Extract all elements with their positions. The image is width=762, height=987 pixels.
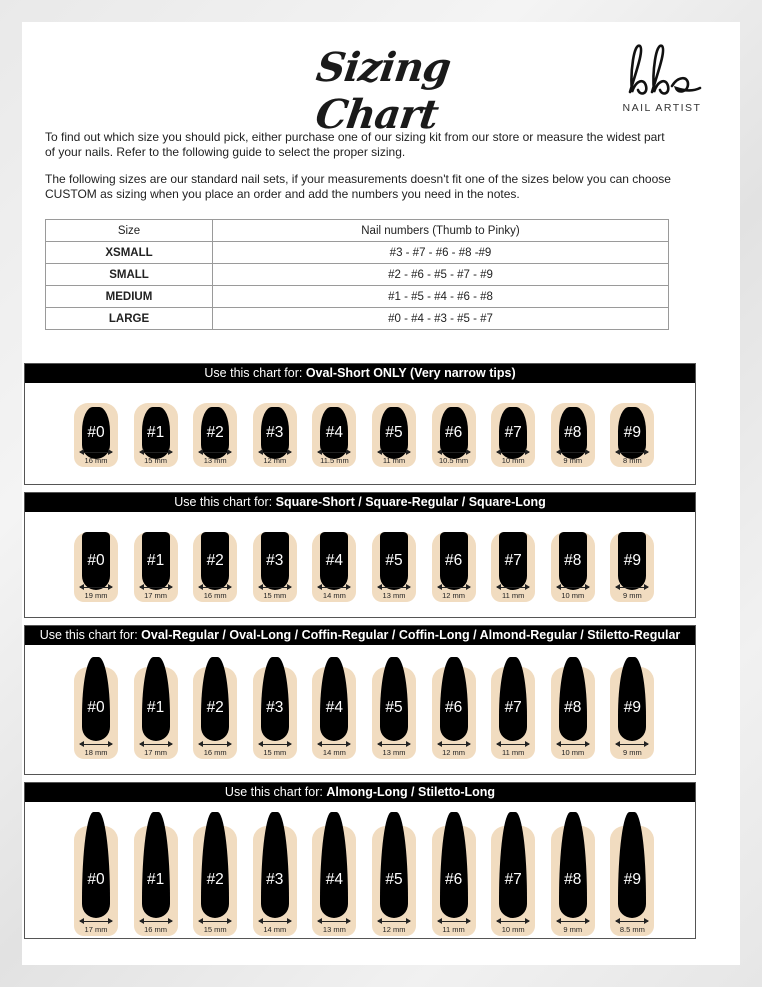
nail-width-label: 13 mm xyxy=(322,925,346,934)
nail-number: #2 xyxy=(206,552,224,569)
size-name: XSMALL xyxy=(46,242,213,264)
nail-width-label: 12 mm xyxy=(263,456,287,465)
nail-width-label: 17 mm xyxy=(144,748,168,757)
table-row xyxy=(46,286,669,308)
nail-shape-icon xyxy=(82,532,110,590)
nail-width-label: 15 mm xyxy=(203,925,227,934)
table-row xyxy=(46,308,669,330)
section-shapes: Oval-Short ONLY (Very narrow tips) xyxy=(305,366,516,380)
nail-shape-icon xyxy=(440,532,468,590)
nail-shape-icon xyxy=(380,657,408,741)
nail-width-label: 9 mm xyxy=(623,748,642,757)
nail-width-label: 11.5 mm xyxy=(320,456,349,465)
nail-width-label: 14 mm xyxy=(263,925,287,934)
nail-shape-icon xyxy=(142,532,170,590)
nail-width-label: 8.5 mm xyxy=(619,925,645,934)
nail-number: #6 xyxy=(444,871,463,888)
nail-number: #5 xyxy=(385,424,403,441)
nail-number: #0 xyxy=(87,871,105,888)
nail-width-label: 11 mm xyxy=(502,591,525,600)
nail-number: #9 xyxy=(623,424,642,441)
table-row xyxy=(46,264,669,286)
nail-number: #0 xyxy=(87,699,105,716)
nail-width-label: 16 mm xyxy=(84,456,108,465)
nail-shape-icon xyxy=(618,532,646,590)
nail-width-label: 15 mm xyxy=(263,748,287,757)
nail-number: #9 xyxy=(623,699,642,716)
nail-number: #6 xyxy=(444,424,463,441)
nail-shape-icon xyxy=(261,657,289,741)
section-header xyxy=(25,626,695,645)
nail-width-label: 11 mm xyxy=(382,456,406,465)
nail-width-label: 9 mm xyxy=(623,591,642,600)
nail-number: #6 xyxy=(444,699,463,716)
nail-number: #4 xyxy=(325,552,344,569)
chart-section-stiletto-long xyxy=(24,782,696,939)
nail-width-label: 16 mm xyxy=(203,748,227,757)
nail-numbers: #2 - #6 - #5 - #7 - #9 xyxy=(213,264,669,286)
section-header xyxy=(25,493,695,512)
nail-number: #2 xyxy=(206,871,224,888)
nail-number: #5 xyxy=(385,552,403,569)
nail-shape-icon xyxy=(82,657,110,741)
nail-number: #9 xyxy=(623,552,642,569)
nail-number: #8 xyxy=(564,424,582,441)
nail-width-label: 14 mm xyxy=(322,591,346,600)
section-shapes: Almong-Long / Stiletto-Long xyxy=(326,785,496,799)
size-column-header: Size xyxy=(46,220,213,242)
nail-width-label: 9 mm xyxy=(563,456,583,465)
section-prefix: Use this chart for: xyxy=(39,628,142,642)
section-prefix: Use this chart for: xyxy=(204,366,306,380)
nail-number: #2 xyxy=(206,699,224,716)
nail-shape-icon xyxy=(559,532,587,590)
nail-number: #4 xyxy=(325,699,344,716)
nail-number: #5 xyxy=(385,699,403,716)
nail-width-label: 17 mm xyxy=(144,591,168,600)
intro-paragraph-2: The following sizes are our standard nail sets, if your measurements doesn't fit one of the sizes below you can choose CUSTOM as sizing when you place an order and add the numbers you need in the notes. xyxy=(45,172,671,201)
nail-shape-icon xyxy=(380,532,408,590)
nail-width-label: 8 mm xyxy=(623,456,642,465)
nail-width-label: 11 mm xyxy=(442,925,465,934)
size-name: LARGE xyxy=(46,308,213,330)
chart-section-square xyxy=(24,492,696,618)
nail-width-label: 12 mm xyxy=(442,748,466,757)
nail-number: #5 xyxy=(385,871,403,888)
nail-number: #8 xyxy=(564,552,582,569)
nail-width-label: 12 mm xyxy=(382,925,406,934)
nail-shape-icon xyxy=(261,532,289,590)
section-prefix: Use this chart for: xyxy=(174,495,276,509)
nail-width-label: 15 mm xyxy=(144,456,168,465)
nail-numbers: #3 - #7 - #6 - #8 -#9 xyxy=(213,242,669,264)
nail-width-label: 16 mm xyxy=(203,591,227,600)
nail-shape-icon xyxy=(142,657,170,741)
nail-number: #2 xyxy=(206,424,224,441)
nail-number: #7 xyxy=(504,871,522,888)
nail-width-label: 19 mm xyxy=(84,591,108,600)
section-header xyxy=(25,783,695,802)
nail-shape-icon xyxy=(499,532,527,590)
nail-width-label: 10 mm xyxy=(501,456,525,465)
size-name: SMALL xyxy=(46,264,213,286)
nail-number: #0 xyxy=(87,552,105,569)
chart-section-oval-short xyxy=(24,363,696,485)
nail-number: #3 xyxy=(266,871,284,888)
section-shapes: Square-Short / Square-Regular / Square-Long xyxy=(275,495,546,509)
nail-width-label: 10 mm xyxy=(561,591,585,600)
nail-width-label: 13 mm xyxy=(203,456,227,465)
nail-number: #3 xyxy=(266,424,284,441)
nail-width-label: 14 mm xyxy=(322,748,346,757)
nail-number: #1 xyxy=(146,424,165,441)
nail-number: #4 xyxy=(325,424,344,441)
section-header xyxy=(25,364,695,383)
nail-numbers: #1 - #5 - #4 - #6 - #8 xyxy=(213,286,669,308)
logo-mark-icon xyxy=(622,42,702,98)
nail-number: #1 xyxy=(146,871,165,888)
nail-number: #9 xyxy=(623,871,642,888)
nail-width-label: 10 mm xyxy=(561,748,585,757)
size-name: MEDIUM xyxy=(46,286,213,308)
logo-text: NAIL ARTIST xyxy=(622,102,702,114)
table-row xyxy=(46,242,669,264)
nail-number: #6 xyxy=(444,552,463,569)
nail-width-label: 16 mm xyxy=(144,925,168,934)
nail-number: #3 xyxy=(266,552,284,569)
nail-shape-icon xyxy=(201,532,229,590)
nail-number: #7 xyxy=(504,424,522,441)
section-prefix: Use this chart for: xyxy=(224,785,327,799)
nail-width-label: 10.5 mm xyxy=(439,456,469,465)
section-shapes: Oval-Regular / Oval-Long / Coffin-Regular / Coffin-Long / Almond-Regular / Stiletto-Regular xyxy=(141,628,681,642)
page-title: Sizing Chart xyxy=(312,44,454,138)
nail-number: #4 xyxy=(325,871,344,888)
nail-number: #1 xyxy=(146,552,165,569)
intro-paragraph-1: To find out which size you should pick, either purchase one of our sizing kit from our store or measure the widest part of your nails. Refer to the following guide to select the proper sizing. xyxy=(45,130,665,159)
nail-number: #8 xyxy=(564,699,582,716)
size-table-header xyxy=(46,220,669,242)
nail-number: #1 xyxy=(146,699,165,716)
nail-width-label: 18 mm xyxy=(84,748,108,757)
nail-width-label: 17 mm xyxy=(84,925,108,934)
nail-width-label: 15 mm xyxy=(263,591,287,600)
nail-shape-icon xyxy=(559,657,587,741)
nail-numbers: #0 - #4 - #3 - #5 - #7 xyxy=(213,308,669,330)
size-table xyxy=(45,219,669,330)
nail-number: #0 xyxy=(87,424,105,441)
chart-section-regular-long xyxy=(24,625,696,775)
nail-number: #7 xyxy=(504,699,522,716)
nail-width-label: 9 mm xyxy=(563,925,583,934)
nail-width-label: 13 mm xyxy=(382,748,406,757)
nail-width-label: 13 mm xyxy=(382,591,406,600)
brand-logo xyxy=(612,42,712,122)
nail-width-label: 10 mm xyxy=(501,925,525,934)
nail-width-label: 12 mm xyxy=(442,591,466,600)
numbers-column-header: Nail numbers (Thumb to Pinky) xyxy=(213,220,669,242)
nail-width-label: 11 mm xyxy=(502,748,525,757)
nail-number: #7 xyxy=(504,552,522,569)
nail-number: #3 xyxy=(266,699,284,716)
nail-number: #8 xyxy=(564,871,582,888)
nail-shape-icon xyxy=(320,532,348,590)
nail-shape-icon xyxy=(440,657,468,741)
